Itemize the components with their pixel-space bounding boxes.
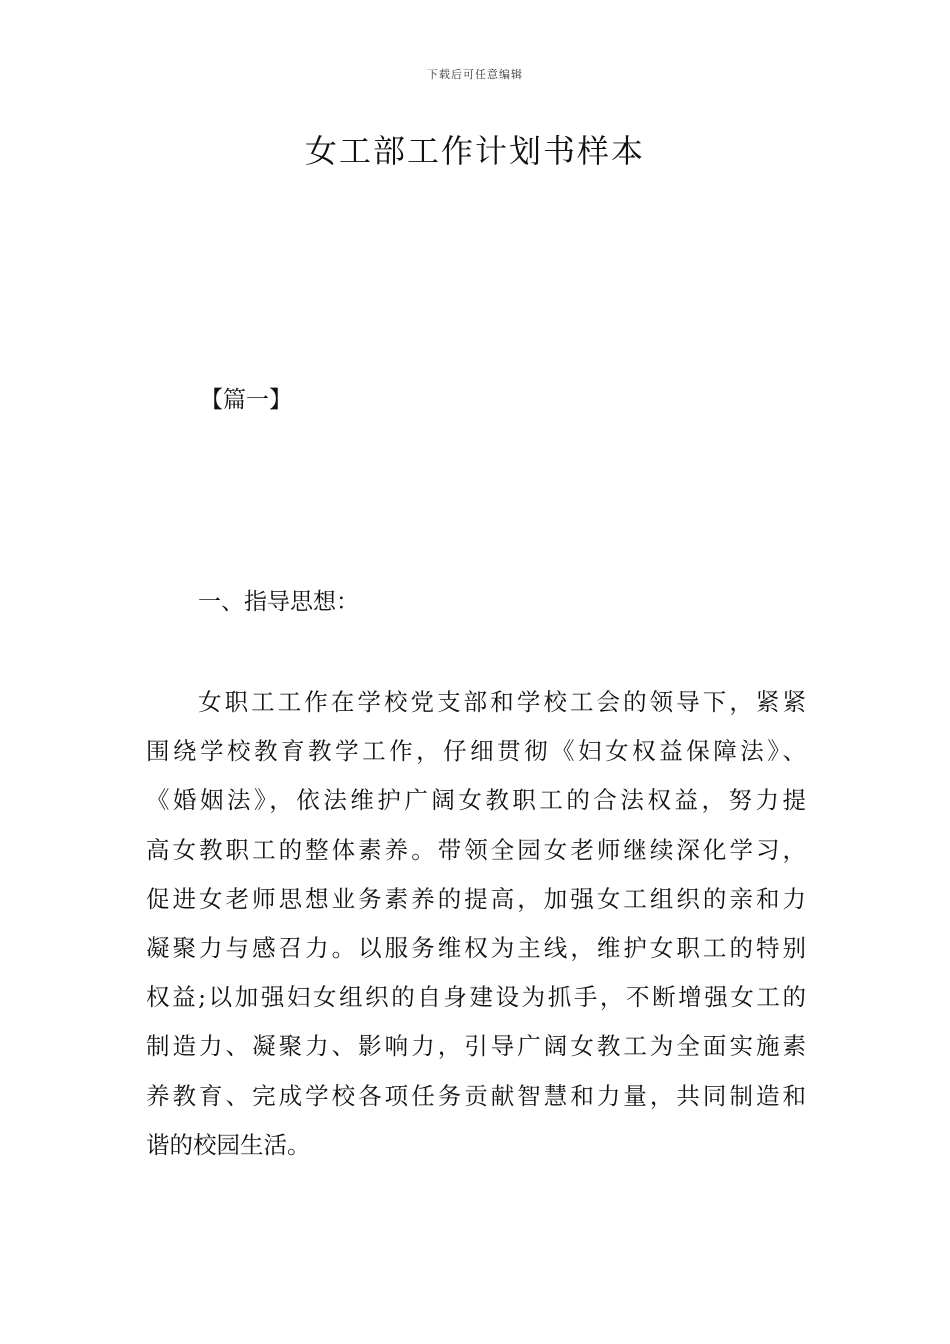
paragraph-line: 女职工工作在学校党支部和学校工会的领导下，紧紧: [198, 688, 806, 716]
document-title: 女工部工作计划书样本: [304, 132, 645, 170]
paragraph-line: 制造力、凝聚力、影响力，引导广阔女教工为全面实施素: [146, 1032, 806, 1061]
paragraph-line: 权益;以加强妇女组织的自身建设为抓手，不断增强女工的: [146, 983, 806, 1012]
section-heading: 一、指导思想：: [198, 589, 359, 615]
paragraph-line: 养教育、完成学校各项任务贡献智慧和力量，共同制造和: [146, 1081, 806, 1110]
paragraph-line: 凝聚力与感召力。以服务维权为主线，维护女职工的特别: [146, 934, 806, 963]
paragraph-line: 高女教职工的整体素养。带领全园女老师继续深化学习，: [146, 835, 806, 864]
paragraph-line: 《婚姻法》，依法维护广阔女教职工的合法权益，努力提: [146, 786, 806, 815]
paragraph-line: 促进女老师思想业务素养的提高，加强女工组织的亲和力: [146, 884, 806, 913]
part-label: 【篇一】: [200, 387, 292, 413]
header-note: 下载后可任意编辑: [427, 68, 523, 81]
paragraph-line: 谐的校园生活。: [146, 1130, 311, 1159]
body-paragraph: [146, 678, 806, 1170]
paragraph-line: 围绕学校教育教学工作，仔细贯彻《妇女权益保障法》、: [146, 737, 806, 766]
